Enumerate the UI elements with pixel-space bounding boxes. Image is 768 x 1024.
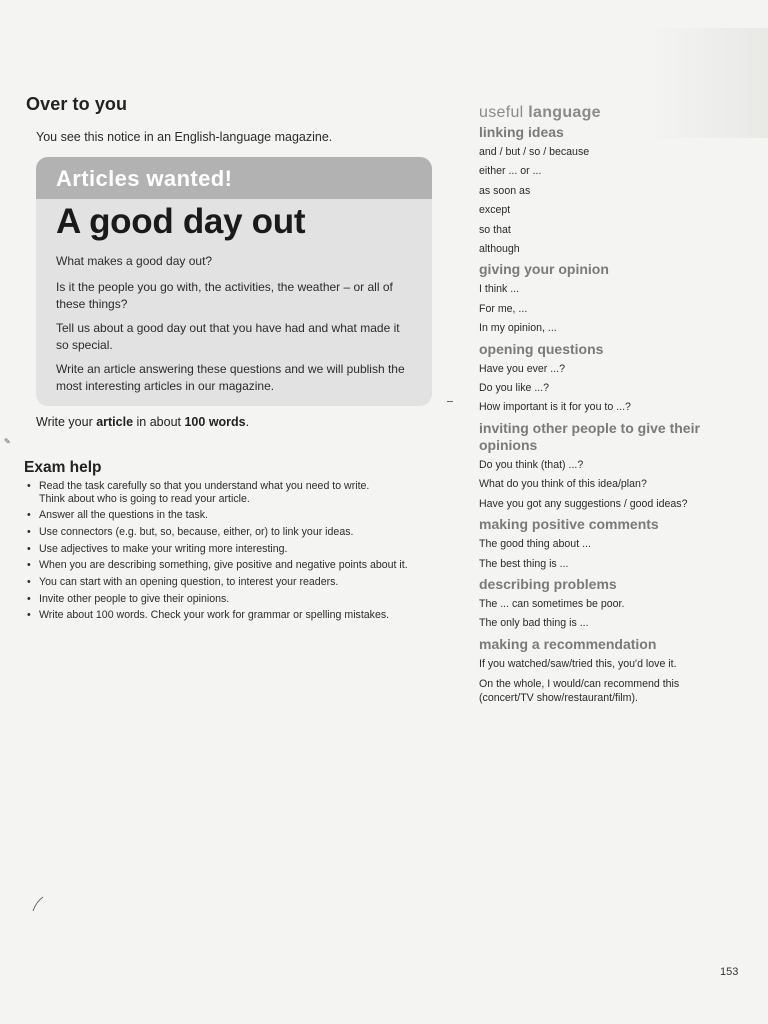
title-bold: language (528, 104, 601, 121)
list-item-text: Invite other people to give their opinions. (39, 592, 230, 605)
pen-mark (31, 896, 45, 912)
list-item (26, 609, 436, 622)
left-column (26, 94, 446, 144)
section-linking-ideas (479, 124, 749, 259)
list-item (26, 559, 436, 572)
useful-language-panel (479, 104, 749, 705)
phrase: as soon as (479, 184, 531, 197)
section-opening-questions (479, 341, 749, 418)
section-title: Over to you (26, 94, 128, 114)
phrase: The ... can sometimes be poor. (479, 597, 625, 610)
section-heading: linking ideas (479, 124, 564, 140)
bullet-icon: • (27, 592, 31, 605)
phrase: The good thing about ... (479, 538, 591, 551)
phrase: so that (479, 223, 511, 236)
scan-mark (447, 401, 453, 402)
useful-language-title (479, 104, 749, 122)
phrase: The only bad thing is ... (479, 617, 589, 630)
list-item (26, 526, 436, 539)
phrase: For me, ... (479, 302, 528, 315)
section-heading: opening questions (479, 340, 604, 357)
phrase: and / but / so / because (479, 146, 590, 158)
list-item-text: Use connectors (e.g. but, so, because, either, or) to link your ideas. (39, 525, 354, 538)
list-item (26, 576, 436, 589)
notice-paragraph: Tell us about a good day out that you have had and what made it so special. (56, 321, 400, 352)
notice-paragraph: Is it the people you go with, the activities, the weather – or all of these things? (56, 280, 393, 311)
notice-intro: You see this notice in an English-language magazine. (36, 130, 333, 144)
phrase: How important is it for you to ...? (479, 401, 631, 414)
list-item (26, 509, 436, 522)
notice-paragraph: What makes a good day out? (56, 254, 213, 268)
bullet-icon: • (27, 609, 31, 622)
list-item-text: Answer all the questions in the task. (39, 509, 209, 522)
task-text: . (245, 415, 250, 429)
section-inviting-opinions (479, 420, 749, 514)
bullet-icon: • (27, 542, 31, 555)
bullet-icon: • (27, 575, 31, 588)
phrase: Have you ever ...? (479, 362, 565, 375)
notice-box (36, 157, 432, 406)
section-heading: describing problems (479, 575, 617, 592)
bullet-icon: • (27, 559, 31, 572)
list-item (26, 593, 436, 606)
list-item-text: Read the task carefully so that you understand what you need to write. (39, 480, 370, 492)
section-recommendation (479, 636, 749, 705)
scan-mark: ✎ (4, 437, 11, 446)
phrase: On the whole, I would/can recommend this (concert/TV show/restaurant/film). (479, 678, 680, 705)
section-describing-problems (479, 576, 749, 634)
task-text: in about (133, 415, 185, 429)
phrase: Do you like ...? (479, 382, 550, 395)
list-item (26, 480, 436, 505)
list-item-text: You can start with an opening question, to interest your readers. (39, 575, 339, 588)
section-positive-comments (479, 516, 749, 574)
phrase: Do you think (that) ...? (479, 458, 584, 471)
phrase: either ... or ... (479, 165, 542, 178)
phrase: Have you got any suggestions / good ideas? (479, 497, 688, 510)
list-item-text: When you are describing something, give positive and negative points about it. (39, 559, 408, 572)
list-item (26, 543, 436, 556)
phrase: although (479, 243, 520, 256)
phrase: What do you think of this idea/plan? (479, 478, 647, 491)
list-item-text: Write about 100 words. Check your work for grammar or spelling mistakes. (39, 609, 390, 622)
phrase: except (479, 204, 511, 217)
section-heading: giving your opinion (479, 261, 609, 278)
phrase: The best thing is ... (479, 557, 569, 570)
notice-headline: A good day out (56, 202, 306, 241)
section-heading: inviting other people to give their opinions (479, 419, 700, 453)
exam-help-list (26, 480, 436, 626)
task-text: Write your (36, 415, 97, 429)
exam-help-title: Exam help (24, 459, 102, 476)
task-instruction (36, 415, 249, 429)
section-heading: making positive comments (479, 516, 659, 533)
phrase: In my opinion, ... (479, 322, 557, 335)
section-giving-opinion (479, 261, 749, 338)
phrase: If you watched/saw/tried this, you'd love it. (479, 657, 677, 670)
task-bold-words: 100 words (184, 415, 246, 429)
bullet-icon: • (27, 509, 31, 522)
notice-banner (36, 157, 432, 199)
list-item-text: Use adjectives to make your writing more interesting. (39, 542, 288, 555)
page-number: 153 (720, 966, 739, 978)
task-bold-article: article (96, 415, 134, 429)
bullet-icon: • (27, 525, 31, 538)
list-item-text: Think about who is going to read your article. (39, 492, 250, 505)
title-light: useful (479, 104, 524, 121)
bullet-icon: • (27, 480, 31, 492)
notice-banner-text: Articles wanted! (56, 166, 233, 191)
section-heading: making a recommendation (479, 635, 657, 652)
notice-paragraph: Write an article answering these questions and we will publish the most interesting articles in our magazine. (56, 362, 405, 393)
phrase: I think ... (479, 283, 520, 296)
